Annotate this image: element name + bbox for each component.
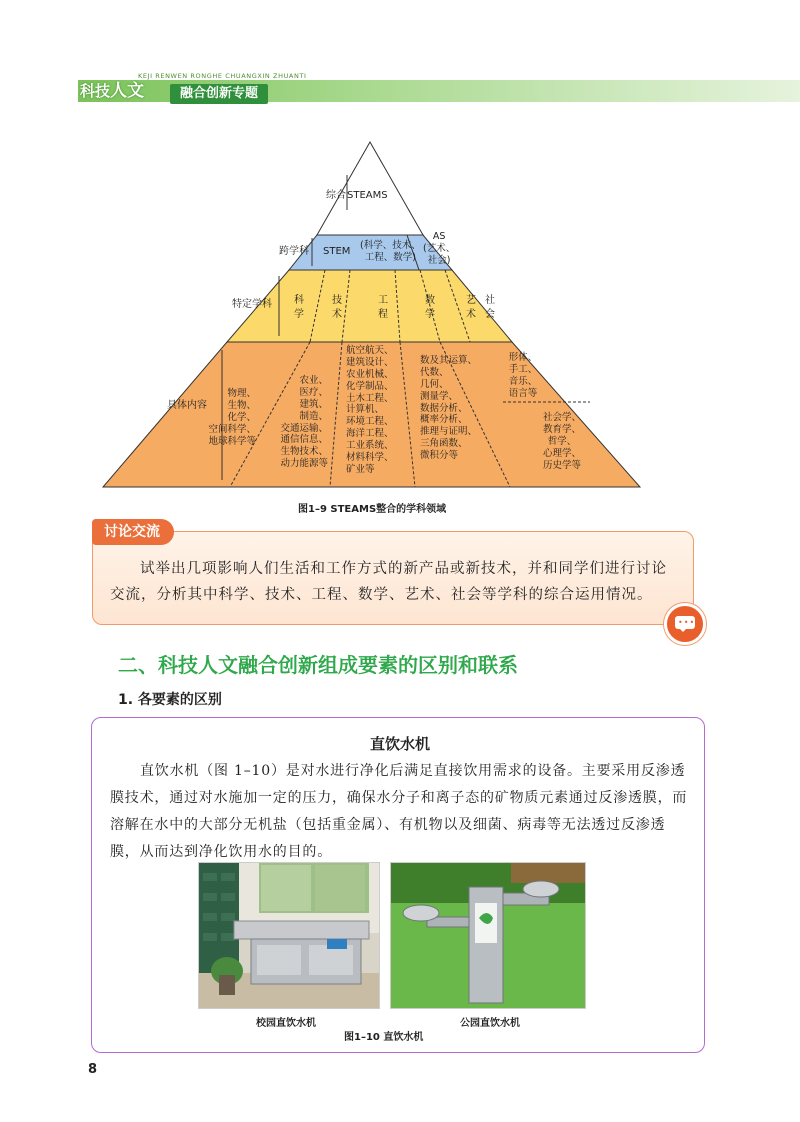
campus-photo-art xyxy=(199,863,379,1008)
pyramid-side-label: 综合 xyxy=(326,190,346,201)
pyramid-stem-label: STEM xyxy=(323,246,351,257)
header-logo-b: 人文 xyxy=(110,81,145,101)
pyramid-content: 社会学、 教育学、 哲学、 心理学、 历史学等 xyxy=(542,412,581,471)
photo-caption: 校园直饮水机 xyxy=(256,1018,316,1029)
park-water-dispenser-photo xyxy=(390,862,586,1009)
pyramid-discipline: 数学 xyxy=(422,294,434,322)
pyramid-content: 航空航天、 建筑设计、 农业机械、 化学制品、 土木工程、 计算机、 环境工程、 海洋工程、 工业系统、 材料科学、 矿业等 xyxy=(346,345,394,475)
photo-caption: 公园直饮水机 xyxy=(460,1018,520,1029)
pyramid-side-label: 跨学科 xyxy=(279,246,309,257)
header-pinyin: KEJI RENWEN RONGHE CHUANGXIN ZHUANTI xyxy=(138,72,307,80)
steams-pyramid-figure xyxy=(0,0,800,520)
figure-caption: 图1–9 STEAMS整合的学科领域 xyxy=(298,504,447,515)
pyramid-content: 数及其运算、 代数、 几何、 测量学、 数据分析、 概率分析、 推理与证明、 三角函数、 微积分等 xyxy=(420,355,478,461)
page-number: 8 xyxy=(88,1062,98,1077)
pyramid-as-label: AS (艺术、 社会) xyxy=(423,231,456,266)
case-title: 直饮水机 xyxy=(369,735,430,753)
park-photo-art xyxy=(391,863,585,1008)
pyramid-content: 形体、 手工、 音乐、 语言等 xyxy=(508,352,538,399)
pyramid-content: 物理、 生物、 化学、 空间科学、 地球科学等 xyxy=(208,388,256,447)
campus-water-dispenser-photo xyxy=(198,862,380,1009)
header-tag: 融合创新专题 xyxy=(170,84,268,104)
figure-caption: 图1–10 直饮水机 xyxy=(344,1032,424,1043)
pyramid-content: 农业、 医疗、 建筑、 制造、 交通运输、 通信信息、 生物技术、 动力能源等 xyxy=(280,375,328,470)
section-subtitle: 1. 各要素的区别 xyxy=(118,692,222,708)
case-text: 直饮水机（图 1–10）是对水进行净化后满足直接饮用需求的设备。主要采用反渗透膜技术，通过对水施加一定的压力，确保水分子和离子态的矿物质元素通过反渗透膜，而溶解在水中的大部分无机盐（包括重金属）、有机物以及细菌、病毒等无法透过反渗透膜，从而达到净化饮用水的目的。 xyxy=(110,763,688,860)
pyramid-discipline: 艺术 xyxy=(463,294,475,322)
discussion-text: 试举出几项影响人们生活和工作方式的新产品或新技术，并和同学们进行讨论交流，分析其中科学、技术、工程、数学、艺术、社会等学科的综合运用情况。 xyxy=(110,561,667,603)
section-title: 二、科技人文融合创新组成要素的区别和联系 xyxy=(118,653,518,677)
pyramid-stem-detail: (科学、技术、 工程、数学) xyxy=(360,240,421,263)
chat-dots: ••• xyxy=(678,618,696,627)
chat-bubble-icon xyxy=(664,603,706,645)
pyramid-discipline: 技术 xyxy=(329,294,341,322)
pyramid-discipline: 科学 xyxy=(291,294,303,322)
header-logo-a: 科技 xyxy=(80,82,111,100)
pyramid-side-label: 特定学科 xyxy=(232,299,272,310)
pyramid-discipline: 工程 xyxy=(375,294,387,322)
pyramid-discipline: 社会 xyxy=(482,294,494,322)
discussion-tag: 讨论交流 xyxy=(92,519,174,545)
pyramid-apex-label: STEAMS xyxy=(347,190,388,201)
pyramid-side-label: 具体内容 xyxy=(167,400,207,411)
